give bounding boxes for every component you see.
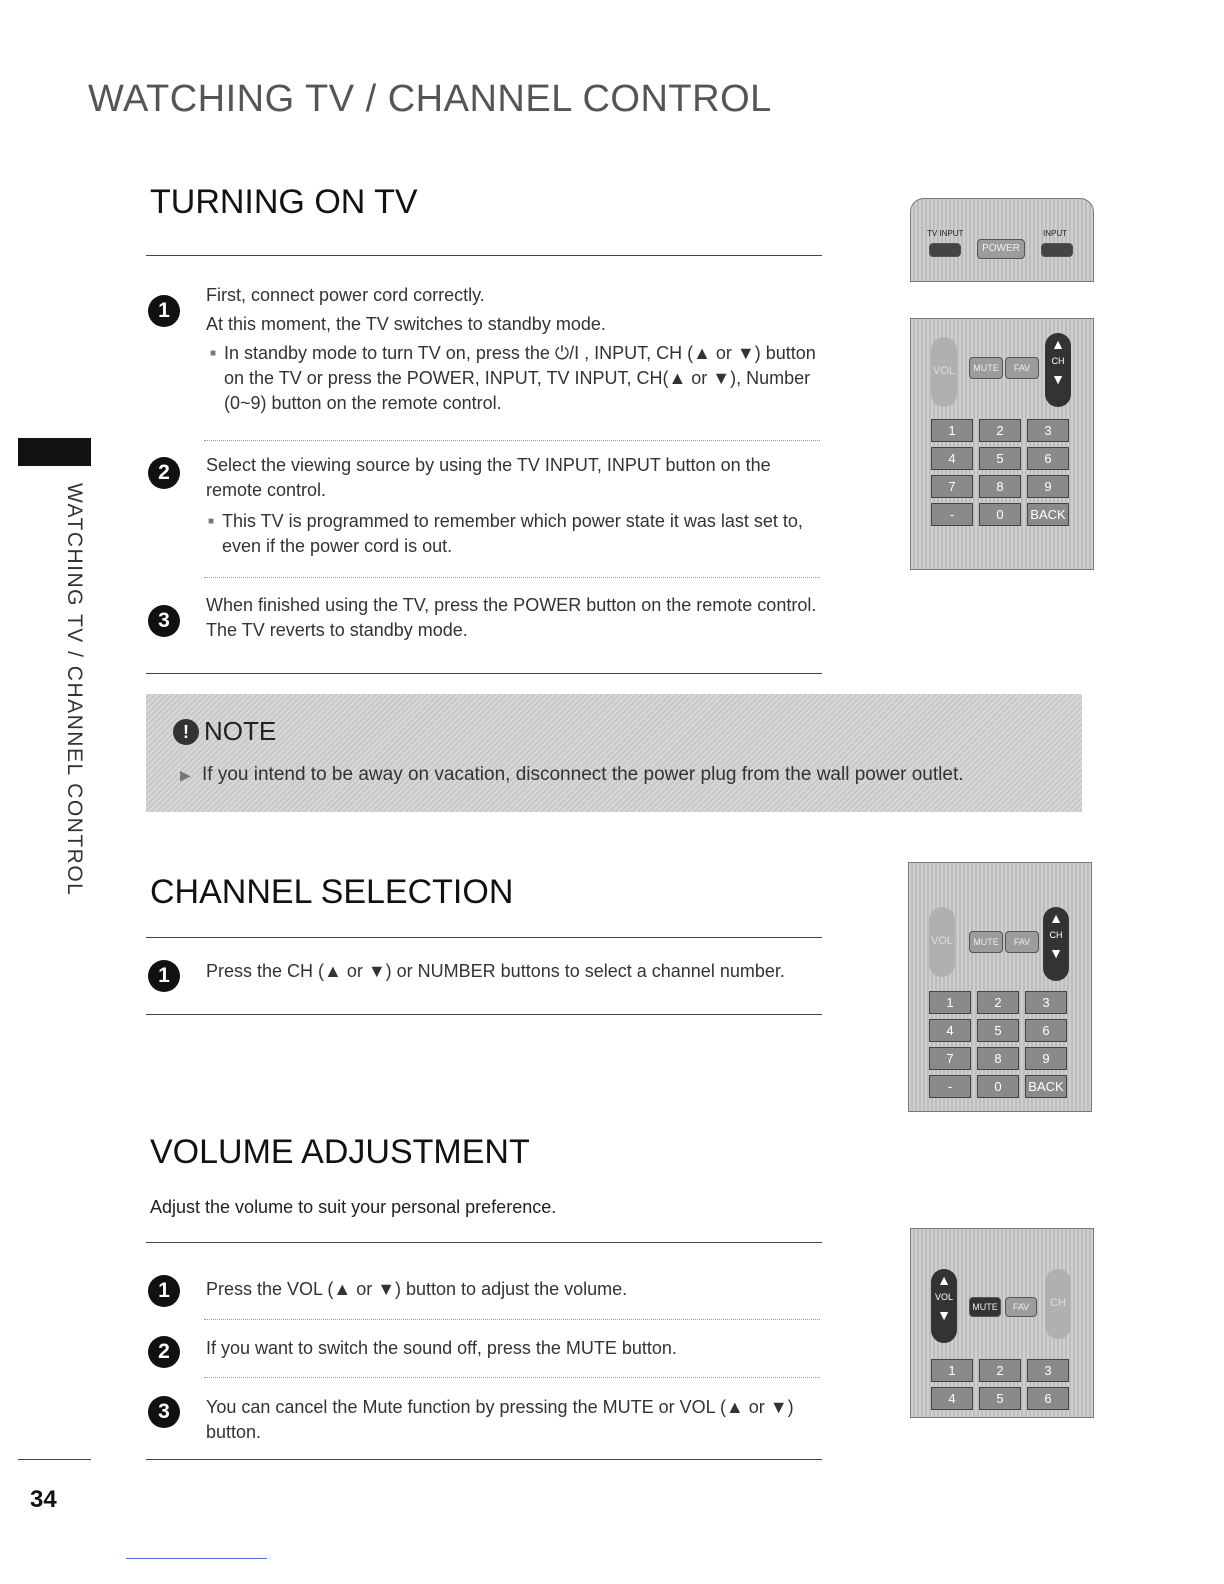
channel-selection-title: CHANNEL SELECTION — [150, 873, 514, 911]
up-arrow-icon: ▲ — [1049, 910, 1063, 926]
dotted-divider — [204, 440, 820, 441]
remote-power-button: POWER — [977, 239, 1025, 259]
side-tab-label: WATCHING TV / CHANNEL CONTROL — [63, 483, 86, 897]
remote-key: 7 — [929, 1047, 971, 1070]
volume-adjustment-title: VOLUME ADJUSTMENT — [150, 1133, 530, 1171]
section-rule — [146, 1242, 822, 1243]
step-2-text — [206, 453, 820, 559]
step-text-line: First, connect power cord correctly. — [206, 285, 485, 305]
remote-label-input: INPUT — [1043, 229, 1067, 238]
page-number: 34 — [30, 1486, 57, 1513]
remote-keypad-illustration — [910, 318, 1094, 570]
volume-step-2-text: If you want to switch the sound off, press the MUTE button. — [206, 1338, 677, 1358]
dotted-divider — [204, 1377, 820, 1378]
side-tab-marker — [18, 438, 91, 466]
remote-key: 3 — [1027, 1359, 1069, 1382]
page-header: WATCHING TV / CHANNEL CONTROL — [88, 78, 772, 120]
remote-key: 7 — [931, 475, 973, 498]
down-arrow-icon: ▼ — [1049, 945, 1063, 961]
remote-label-tv-input: TV INPUT — [927, 229, 964, 238]
remote-key: 3 — [1025, 991, 1067, 1014]
remote-key: 5 — [977, 1019, 1019, 1042]
section-rule — [146, 255, 822, 256]
remote-key: 0 — [979, 503, 1021, 526]
remote-ch-rocker — [1043, 907, 1069, 981]
dotted-divider — [204, 1319, 820, 1320]
remote-vol-rocker — [931, 1269, 957, 1343]
remote-number-keypad — [931, 1359, 1075, 1418]
remote-key: - — [929, 1075, 971, 1098]
remote-key: 3 — [1027, 419, 1069, 442]
remote-key: 8 — [979, 475, 1021, 498]
remote-key: 4 — [931, 1387, 973, 1410]
section-rule — [146, 1014, 822, 1015]
remote-key: 0 — [977, 1075, 1019, 1098]
remote-key: 5 — [979, 1387, 1021, 1410]
remote-mute-button: MUTE — [969, 931, 1003, 953]
remote-key: - — [931, 503, 973, 526]
note-box — [146, 694, 1082, 812]
up-arrow-icon: ▲ — [937, 1272, 951, 1288]
volume-subtitle: Adjust the volume to suit your personal preference. — [150, 1197, 557, 1217]
channel-step-1-text: Press the CH (▲ or ▼) or NUMBER buttons to select a channel number. — [206, 961, 785, 981]
step-bullet: ■ This TV is programmed to remember which power state it was last set to, even if the power cord is out. — [222, 509, 820, 559]
remote-vol-label: VOL — [934, 1292, 953, 1302]
step-number: 3 — [148, 1396, 180, 1428]
step-text-line: Select the viewing source by using the TV INPUT, INPUT button on the remote control. — [206, 455, 771, 500]
section-rule — [146, 673, 822, 674]
remote-key: 1 — [931, 419, 973, 442]
note-title: NOTE — [204, 716, 277, 746]
up-arrow-icon: ▲ — [1051, 336, 1065, 352]
step-number: 1 — [148, 960, 180, 992]
step-number: 1 — [148, 295, 180, 327]
footer-rule — [18, 1459, 91, 1460]
remote-key: 6 — [1025, 1019, 1067, 1042]
volume-step-3-text: You can cancel the Mute function by pressing the MUTE or VOL (▲ or ▼) button. — [206, 1397, 794, 1442]
dotted-divider — [204, 577, 820, 578]
remote-key: BACK — [1025, 1075, 1067, 1098]
step-1-text — [206, 283, 820, 416]
note-icon: ! — [173, 719, 199, 745]
remote-key: 8 — [977, 1047, 1019, 1070]
remote-key: 2 — [979, 1359, 1021, 1382]
remote-fav-button: FAV — [1005, 1297, 1037, 1317]
note-text: If you intend to be away on vacation, disconnect the power plug from the wall power outlet. — [202, 764, 964, 785]
remote-key: 2 — [977, 991, 1019, 1014]
remote-mute-button: MUTE — [969, 1297, 1001, 1317]
remote-key: 1 — [929, 991, 971, 1014]
remote-vol-rocker — [929, 907, 955, 977]
remote-ch-label: CH — [1049, 930, 1063, 940]
remote-fav-button: FAV — [1005, 357, 1039, 379]
remote-key: 9 — [1027, 475, 1069, 498]
section-rule — [146, 1459, 822, 1460]
footer-link-underline — [126, 1558, 267, 1559]
turning-on-title: TURNING ON TV — [150, 183, 418, 221]
remote-key: 6 — [1027, 1387, 1069, 1410]
volume-step-1-text: Press the VOL (▲ or ▼) button to adjust the volume. — [206, 1279, 628, 1299]
remote-number-keypad — [931, 419, 1075, 529]
remote-ch-label: CH — [1051, 356, 1065, 366]
remote-number-keypad — [929, 991, 1073, 1101]
step-number: 1 — [148, 1275, 180, 1307]
remote-ch-rocker — [1045, 333, 1071, 407]
step-number: 2 — [148, 1336, 180, 1368]
remote-ch-rocker — [1045, 1269, 1071, 1339]
section-rule — [146, 937, 822, 938]
remote-ch-label: CH — [1050, 1297, 1066, 1309]
remote-vol-label: VOL — [930, 935, 953, 947]
step-text-line: At this moment, the TV switches to standby mode. — [206, 314, 606, 334]
step-number: 3 — [148, 605, 180, 637]
remote-key: 4 — [931, 447, 973, 470]
step-number: 2 — [148, 457, 180, 489]
remote-key: 2 — [979, 419, 1021, 442]
remote-tv-input-button — [929, 243, 961, 257]
down-arrow-icon: ▼ — [1051, 371, 1065, 387]
remote-key: 6 — [1027, 447, 1069, 470]
remote-volume-illustration — [910, 1228, 1094, 1418]
remote-vol-rocker — [931, 337, 957, 407]
remote-mute-button: MUTE — [969, 357, 1003, 379]
arrow-right-icon: ▶ — [180, 767, 191, 783]
down-arrow-icon: ▼ — [937, 1307, 951, 1323]
remote-fav-button: FAV — [1005, 931, 1039, 953]
remote-vol-label: VOL — [932, 365, 955, 377]
remote-input-button — [1041, 243, 1073, 257]
remote-channel-illustration — [908, 862, 1092, 1112]
remote-key: BACK — [1027, 503, 1069, 526]
remote-top-illustration — [910, 198, 1094, 282]
remote-key: 1 — [931, 1359, 973, 1382]
remote-key: 9 — [1025, 1047, 1067, 1070]
step-bullet: ■ In standby mode to turn TV on, press the ⏻/I , INPUT, CH (▲ or ▼) button on the TV or press the POWER, INPUT, TV INPUT, CH(▲ or ▼), Number (0~9) button on the remote control. — [224, 341, 820, 416]
step-3-text: When finished using the TV, press the POWER button on the remote control. The TV reverts to standby mode. — [206, 595, 817, 640]
remote-key: 4 — [929, 1019, 971, 1042]
remote-key: 5 — [979, 447, 1021, 470]
